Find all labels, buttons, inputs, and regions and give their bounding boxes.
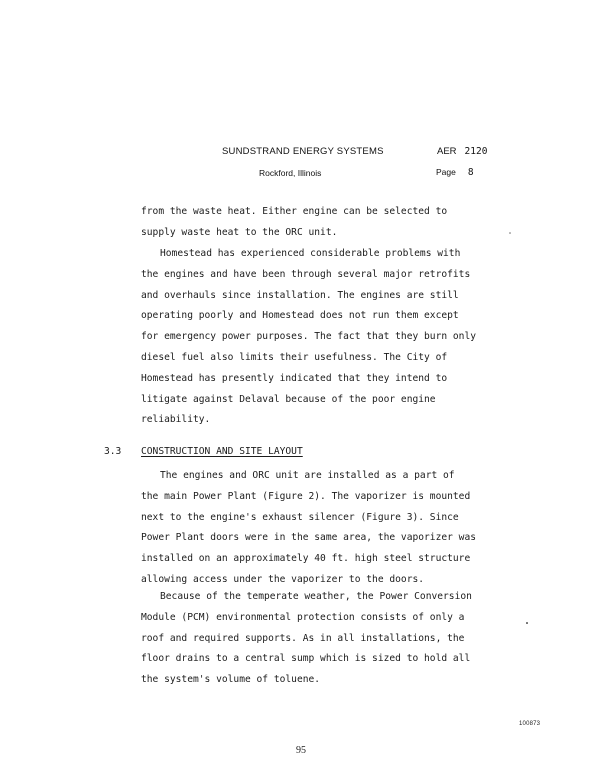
report-number: 2120 [464, 146, 488, 157]
text-line: Power Plant doors were in the same area, the vaporizer was [141, 532, 477, 544]
text-line: Homestead has experienced considerable problems with [160, 248, 461, 259]
company-name: SUNDSTRAND ENERGY SYSTEMS [222, 146, 384, 157]
text-line: supply waste heat to the ORC unit. [141, 226, 338, 238]
scan-speck [509, 232, 511, 234]
header-page-number: 8 [467, 167, 474, 178]
section-number: 3.3 [104, 446, 122, 457]
text-line: installed on an approximately 40 ft. high steel structure [141, 553, 471, 565]
paragraph-4 [141, 587, 521, 691]
text-line: the system's volume of toluene. [141, 674, 321, 686]
text-line: roof and required supports. As in all installations, the [141, 632, 465, 644]
text-line: Module (PCM) environmental protection consists of only a [141, 611, 465, 623]
company-location: Rockford, Illinois [259, 168, 322, 178]
report-id [437, 146, 487, 157]
text-line: The engines and ORC unit are installed as a part of [160, 470, 455, 481]
text-line: reliability. [141, 414, 211, 426]
report-label: AER [437, 146, 457, 157]
scan-speck [526, 622, 528, 624]
text-line: and overhauls since installation. The engines are still [141, 289, 459, 301]
paragraph-3 [141, 466, 521, 591]
text-line: Homestead has presently indicated that they intend to [141, 372, 448, 384]
paragraph-2 [141, 244, 521, 431]
text-line: diesel fuel also limits their usefulness. The City of [141, 351, 448, 363]
page-label: Page [436, 167, 456, 177]
text-line: floor drains to a central sump which is sized to hold all [141, 653, 471, 665]
text-line: from the waste heat. Either engine can be selected to [141, 206, 448, 217]
paragraph-1 [141, 202, 521, 244]
text-line: allowing access under the vaporizer to the doors. [141, 573, 425, 585]
page-indicator [436, 167, 474, 178]
footer-page-number: 95 [296, 745, 306, 756]
document-id: 100873 [519, 721, 541, 727]
text-line: litigate against Delaval because of the poor engine [141, 393, 436, 405]
text-line: the main Power Plant (Figure 2). The vaporizer is mounted [141, 490, 471, 502]
section-heading: CONSTRUCTION AND SITE LAYOUT [141, 446, 303, 457]
text-line: operating poorly and Homestead does not run them except [141, 310, 459, 322]
text-line: for emergency power purposes. The fact that they burn only [141, 331, 477, 343]
text-line: the engines and have been through several major retrofits [141, 268, 471, 280]
text-line: next to the engine's exhaust silencer (Figure 3). Since [141, 511, 459, 523]
text-line: Because of the temperate weather, the Power Conversion [160, 591, 472, 602]
